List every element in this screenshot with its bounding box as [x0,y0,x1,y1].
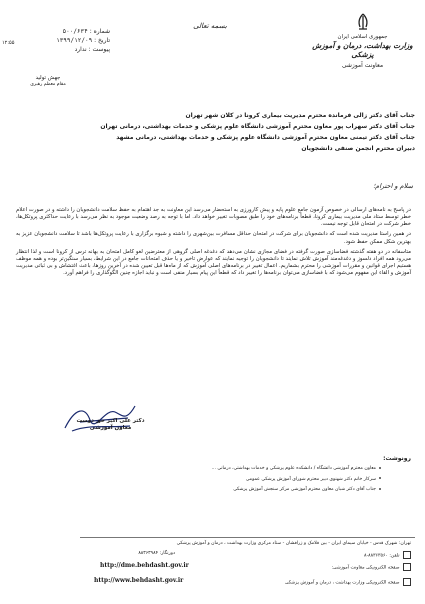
footer-site2-label: صفحه الکترونیکی وزارت بهداشت ، درمان و آموزش پزشکی [211,578,411,586]
greeting: سلام و احترام؛ [373,182,413,190]
attach-label: پیوست [92,46,110,53]
cc-item: سرکار خانم دکتر شهنوی دبیر محترم شورای آموزش پزشکی عمومی [16,477,381,483]
web-icon [403,578,411,586]
cc-item: جناب آقای دکتر شبان معاون محترم آموزشی مرکز سنجش آموزش پزشکی [16,487,381,493]
phone-number: ۸۸۳۶۳۵۶۰-۸ [364,553,388,559]
bullet-icon [379,477,381,479]
footer-phone-row: تلفن: ۸۸۳۶۳۵۶۰-۸ [271,551,411,559]
date-label: تاریخ [98,37,110,44]
ministry-header [310,34,415,69]
recipient-3: جناب آقای دکتر تیمنی معاون محترم آموزشی دانشگاه علوم پزشکی و خدمات بهداشتی، درمانی مشهد [116,134,415,141]
footer-address: تهران: شهرک قدس - خیابان سیمای ایران - بین فلامک و زرافشان - ستاد مرکزی وزارت بهداشت ، درمان و آموزش پزشکی [176,541,411,546]
ref-value: ۵۰۰/۶۳۴ [62,28,88,35]
attach-value: ندارد [74,46,87,53]
body-paragraph-3: متاسفانه در دو هفته گذشته فضاسازی صورت گرفته در فضای مجازی نشان می‌دهد که دغدغه اصلی گروهی از معترضین لغو کامل امتحان به بهانه ترس از کرونا است و لذا انتظار می‌رود همه افراد دلسوز و دغدغه‌مند آموزش تلاش نمایند تا دانشجویان را توجیه نمایند که عوارض تاخیر و یا حذف امتحانات جامع در این شرایط، بسیار سنگین‌تر بوده و همه موظف هستیم اجرای قوانین و مقررات آموزشی را محترم بشماریم. اعمال تغییر در برنامه‌های اصلی آموزش که از ماه‌ها قبل تعیین شده در آخرین روزها، باعث اغتشاش و بی ثباتی مدیریت آموزش و القاء این مفهوم می‌شود که با فضاسازی می‌توان برنامه‌ها را تغییر داد که قطعاً این پیام بسیار منفی است و نباید اجازه چنین الگوگذاری را فراهم آورد. [16,248,411,277]
side-code: ۱۲:۵۵ [2,40,15,46]
web-icon [403,563,411,571]
cc-item: معاون محترم آموزشی دانشگاه / دانشکده علوم پزشکی و خدمات بهداشتی، درمانی ... [16,466,381,472]
footer-fax-row: دورنگار: ۸۸۳۶۳۹۸۴ [138,551,175,556]
body-paragraph-1: در پاسخ به نامه‌های ارسالی در خصوص آزمون جامع علوم پایه و پیش کارورزی به استحضار می‌رسد این معاونت به جد اهتمام به حفظ سلامت دانشجویان را داشته و در صورت اعلام خطر توسط ستاد ملی مدیریت بیماری کرونا، قطعاً برنامه‌های خود را طبق مصوبات تغییر خواهد داد. اما با توجه به رصد وضعیت موجود به نظر می‌رسد با رعایت حداکثری پروتکل‌ها، خطر شرکت در امتحان قابل توجه نیست. [16,207,411,228]
signer-title: معاون آموزشی [89,425,132,431]
slogan-line1: جهش تولید [35,75,61,81]
signature-block [68,418,153,431]
ref-block: شماره : ۵۰۰/۶۳۴ تاریخ : ۱۳۹۹/۱۲/۰۹ پیوست : ندارد [56,28,110,53]
footer-divider [80,537,415,538]
deputy-name: معاونت آموزشی [341,62,384,69]
slogan-note [18,75,78,87]
recipient-4: دبیران محترم انجمن صنفی دانشجویان [301,145,415,152]
fax-number: ۸۸۳۶۳۹۸۴ [138,551,159,556]
slogan-line2: مقام معظم رهبری [30,82,66,87]
letter-body [16,207,411,277]
recipient-1: جناب آقای دکتر زالی فرمانده محترم مدیریت بیماری کرونا در کلان شهر تهران [185,112,415,119]
footer-site1-label: صفحه الکترونیکی معاونت آموزشی: [211,563,411,571]
body-paragraph-2: در همین راستا مدیریت شده است که دانشجویان برای شرکت در امتحان حداقل مسافرت بین‌شهری را داشته و شیوه برگزاری با رعایت پروتکل‌ها باشد تا سلامت دانشجویان عزیز به بهترین شکل ممکن حفظ شود. [16,231,411,245]
cc-title: رونوشت: [383,455,411,462]
date-value: ۱۳۹۹/۱۲/۰۹ [56,37,93,44]
ref-label: شماره [93,28,110,35]
footer-site1-link[interactable]: http://dme.behdasht.gov.ir [100,562,189,569]
cc-block [16,455,411,493]
footer-site2-link[interactable]: http://www.behdasht.gov.ir [94,577,184,584]
recipient-2: جناب آقای دکتر سهراب پور معاون محترم آموزشی دانشگاه علوم پزشکی و خدمات بهداشتی، درمانی تهران [100,123,415,130]
emblem-icon [353,12,373,32]
bullet-icon [379,467,381,469]
country-name: جمهوری اسلامی ایران [337,34,388,40]
basmala: بسمه تعالی [193,22,227,30]
bullet-icon [379,488,381,490]
ministry-name: وزارت بهداشت، درمان و آموزش پزشکی [312,41,413,59]
signer-name: دکتر علی اکبر حق دوست [76,418,145,424]
recipients [15,110,415,154]
phone-icon [403,551,411,559]
